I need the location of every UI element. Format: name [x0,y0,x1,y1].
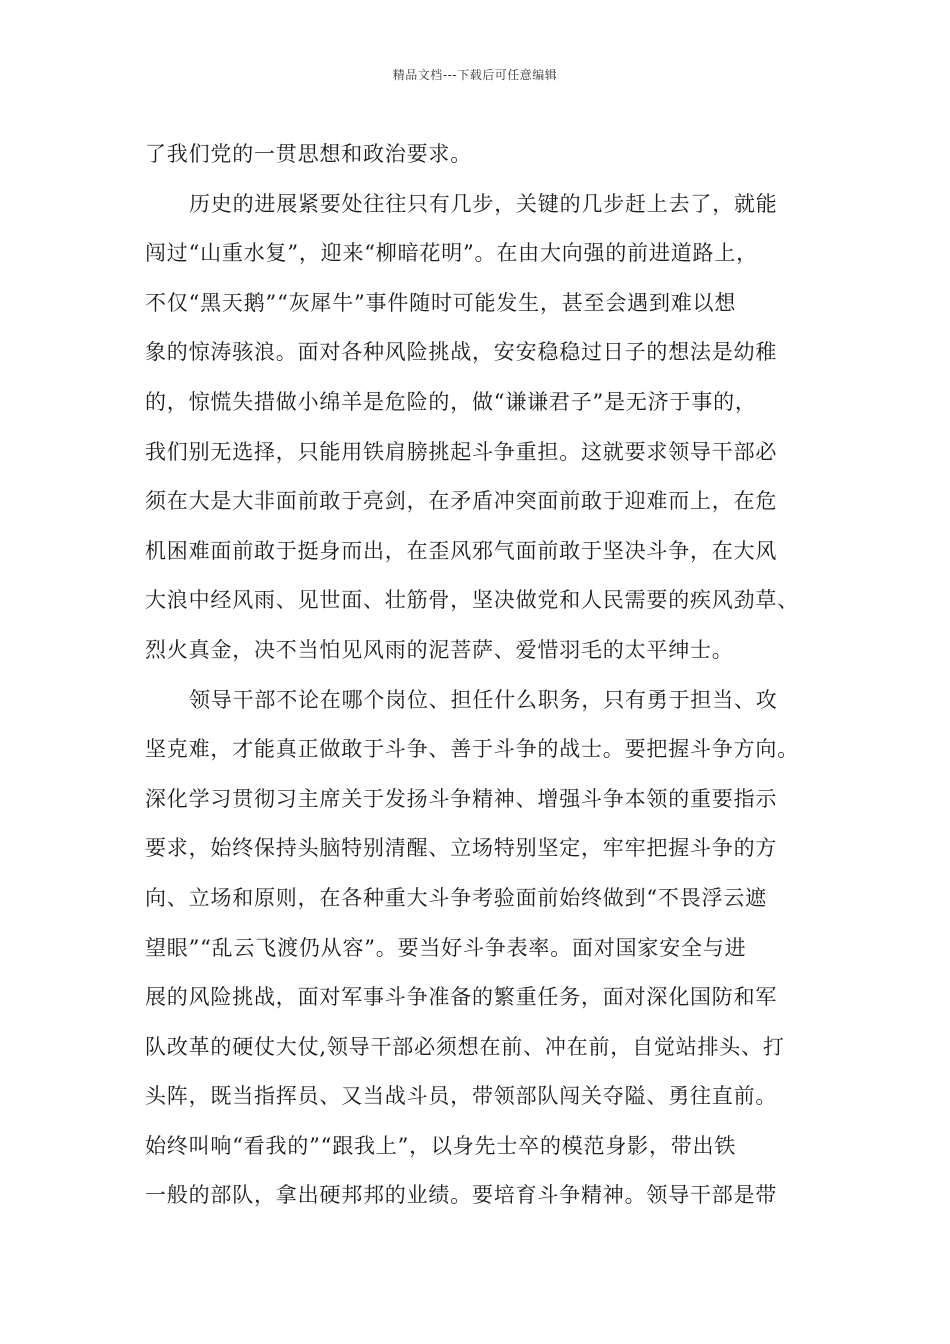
text-line: 了我们党的一贯思想和政治要求。 [145,142,472,166]
text-line: 头阵，既当指挥员、又当战斗员，带领部队闯关夺隘、勇往直前。 [145,1084,778,1109]
page-header: 精品文档---下载后可任意编辑 [392,68,558,82]
text-line: 历史的进展紧要处往往只有几步，关键的几步赶上去了，就能 [189,191,778,216]
text-line: 队改革的硬仗大仗,领导干部必须想在前、冲在前，自觉站排头、打 [145,1034,785,1059]
text-line: 烈火真金，决不当怕见风雨的泥菩萨、爱惜羽毛的太平绅士。 [145,637,734,662]
text-line: 不仅“黑天鹅”“灰犀牛”事件随时可能发生，甚至会遇到难以想 [145,290,737,315]
body-text [145,130,805,1221]
text-line: 象的惊涛骇浪。面对各种风险挑战，安安稳稳过日子的想法是幼稚 [145,340,778,365]
text-line: 坚克难，才能真正做敢于斗争、善于斗争的战士。要把握斗争方向。 [145,737,799,762]
text-line: 闯过“山重水复”，迎来“柳暗花明”。在由大向强的前进道路上， [145,241,758,266]
text-line: 望眼”“乱云飞渡仍从容”。要当好斗争表率。面对国家安全与进 [145,935,747,960]
text-line: 始终叫响“看我的”“跟我上”，以身先士卒的模范身影，带出铁 [145,1133,737,1158]
text-line: 的，惊慌失措做小绵羊是危险的，做“谦谦君子”是无济于事的， [145,389,757,414]
text-line: 机困难面前敢于挺身而出，在歪风邪气面前敢于坚决斗争，在大风 [145,538,778,563]
text-line: 向、立场和原则，在各种重大斗争考验面前始终做到“不畏浮云遮 [145,885,767,910]
text-line: 我们别无选择，只能用铁肩膀挑起斗争重担。这就要求领导干部必 [145,439,778,464]
text-line: 展的风险挑战，面对军事斗争准备的繁重任务，面对深化国防和军 [145,985,778,1010]
text-line: 要求，始终保持头脑特别清醒、立场特别坚定，牢牢把握斗争的方 [145,836,778,861]
text-line: 一般的部队，拿出硬邦邦的业绩。要培育斗争精神。领导干部是带 [145,1183,778,1208]
text-line: 大浪中经风雨、见世面、壮筋骨，坚决做党和人民需要的疾风劲草、 [145,588,799,613]
text-line: 深化学习贯彻习主席关于发扬斗争精神、增强斗争本领的重要指示 [145,786,778,811]
text-line: 领导干部不论在哪个岗位、担任什么职务，只有勇于担当、攻 [189,687,778,712]
text-line: 须在大是大非面前敢于亮剑，在矛盾冲突面前敢于迎难而上，在危 [145,489,778,514]
